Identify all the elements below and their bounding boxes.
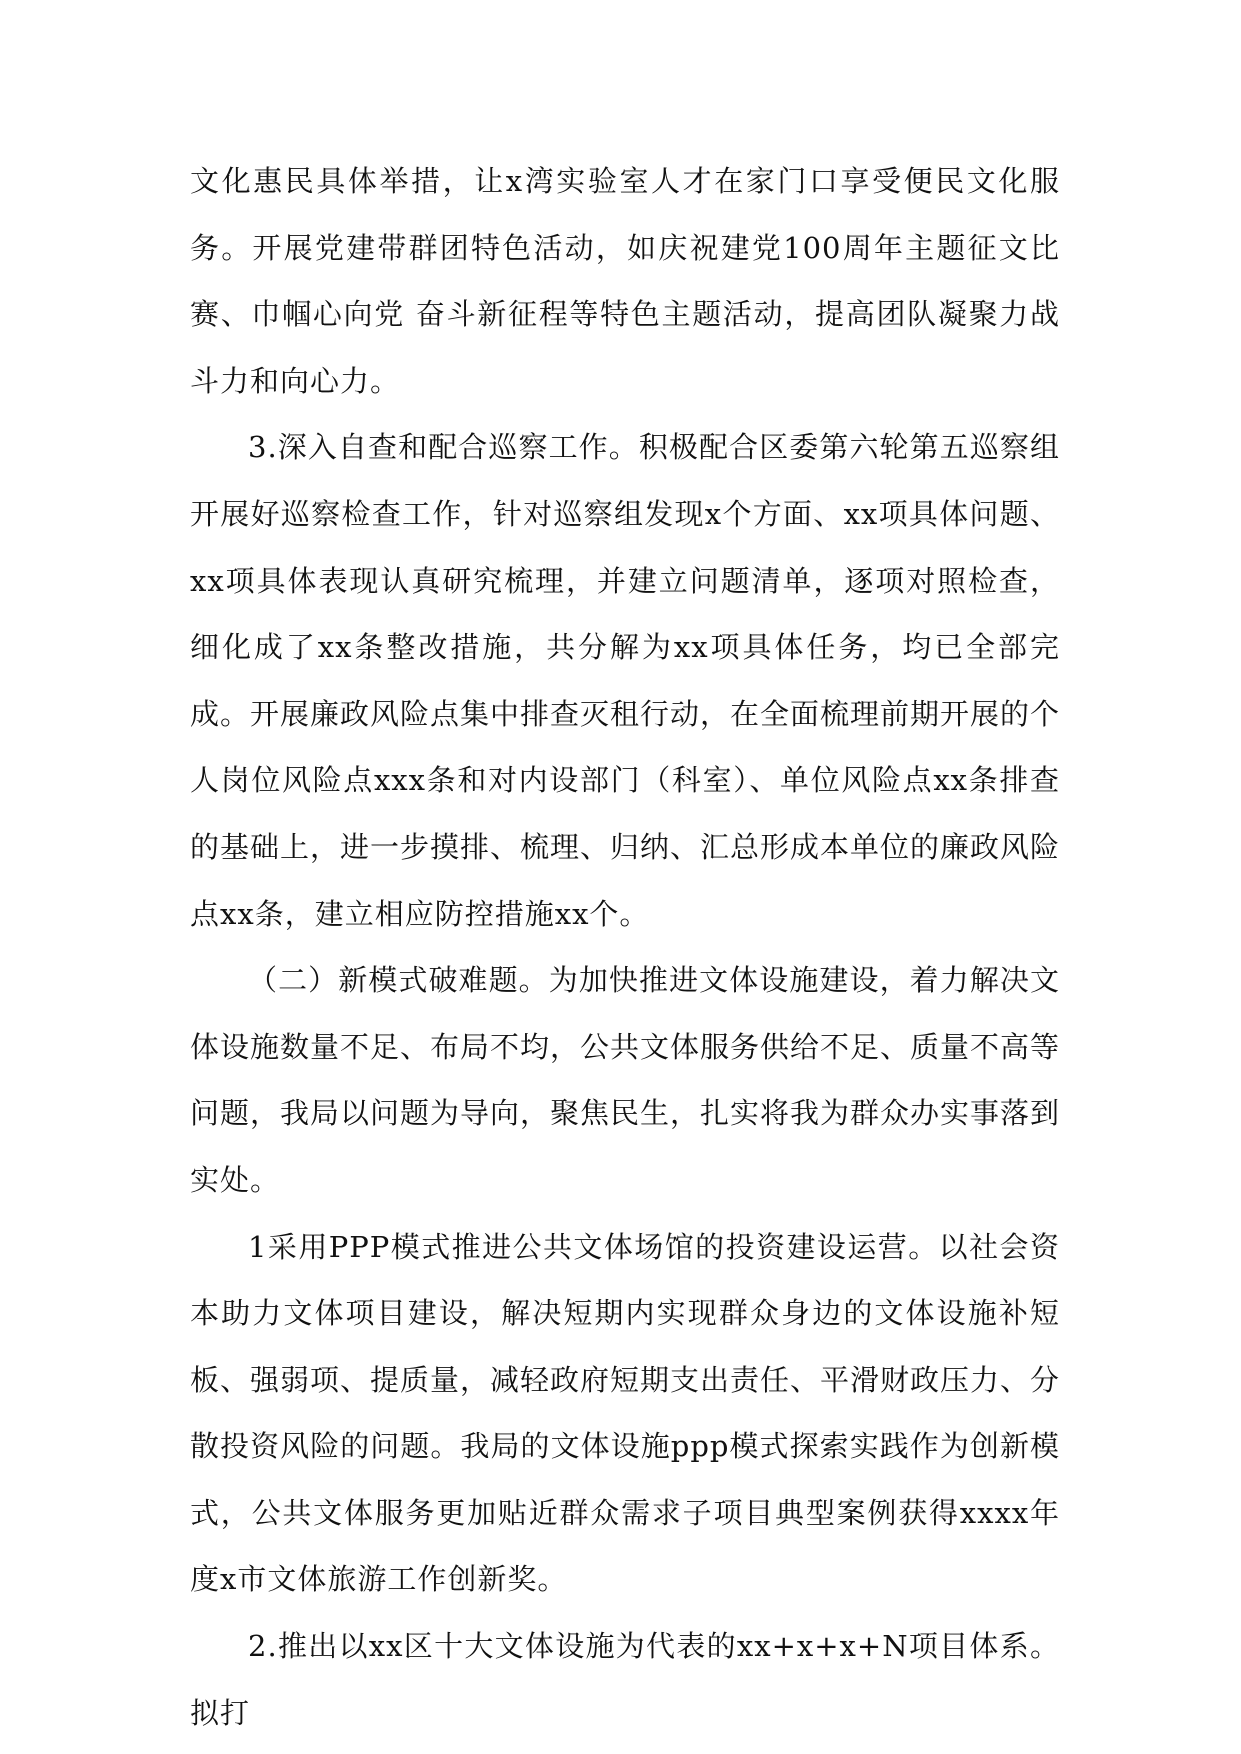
paragraph-ppp-mode: 1采用PPP模式推进公共文体场馆的投资建设运营。以社会资本助力文体项目建设，解决短期内实现群众身边的文体设施补短板、强弱项、提质量，减轻政府短期支出责任、平滑财政压力、分散投资风险的问题。我局的文体设施ppp模式探索实践作为创新模式，公共文体服务更加贴近群众需求子项目典型案例获得xxxx年度x市文体旅游工作创新奖。 — [190, 1229, 1061, 1597]
paragraph-continuation: 文化惠民具体举措，让x湾实验室人才在家门口享受便民文化服务。开展党建带群团特色活动，如庆祝建党100周年主题征文比赛、巾帼心向党 奋斗新征程等特色主题活动，提高团队凝聚力战斗力和向心力。 — [190, 164, 1060, 398]
paragraph-new-mode: （二）新模式破难题。为加快推进文体设施建设，着力解决文体设施数量不足、布局不均，公共文体服务供给不足、质量不高等问题，我局以问题为导向，聚焦民生，扎实将我为群众办实事落到实处。 — [190, 963, 1061, 1197]
document-body — [190, 148, 1060, 1746]
paragraph-self-inspection: 3.深入自查和配合巡察工作。积极配合区委第六轮第五巡察组开展好巡察检查工作，针对巡察组发现x个方面、xx项具体问题、xx项具体表现认真研究梳理，并建立问题清单，逐项对照检查，细化成了xx条整改措施，共分解为xx项具体任务，均已全部完成。开展廉政风险点集中排查灭租行动，在全面梳理前期开展的个人岗位风险点xxx条和对内设部门（科室）、单位风险点xx条排查的基础上，进一步摸排、梳理、归纳、汇总形成本单位的廉政风险点xx条，建立相应防控措施xx个。 — [190, 430, 1061, 931]
paragraph-project-system: 2.推出以xx区十大文体设施为代表的xx+x+x+N项目体系。拟打 — [190, 1629, 1060, 1730]
